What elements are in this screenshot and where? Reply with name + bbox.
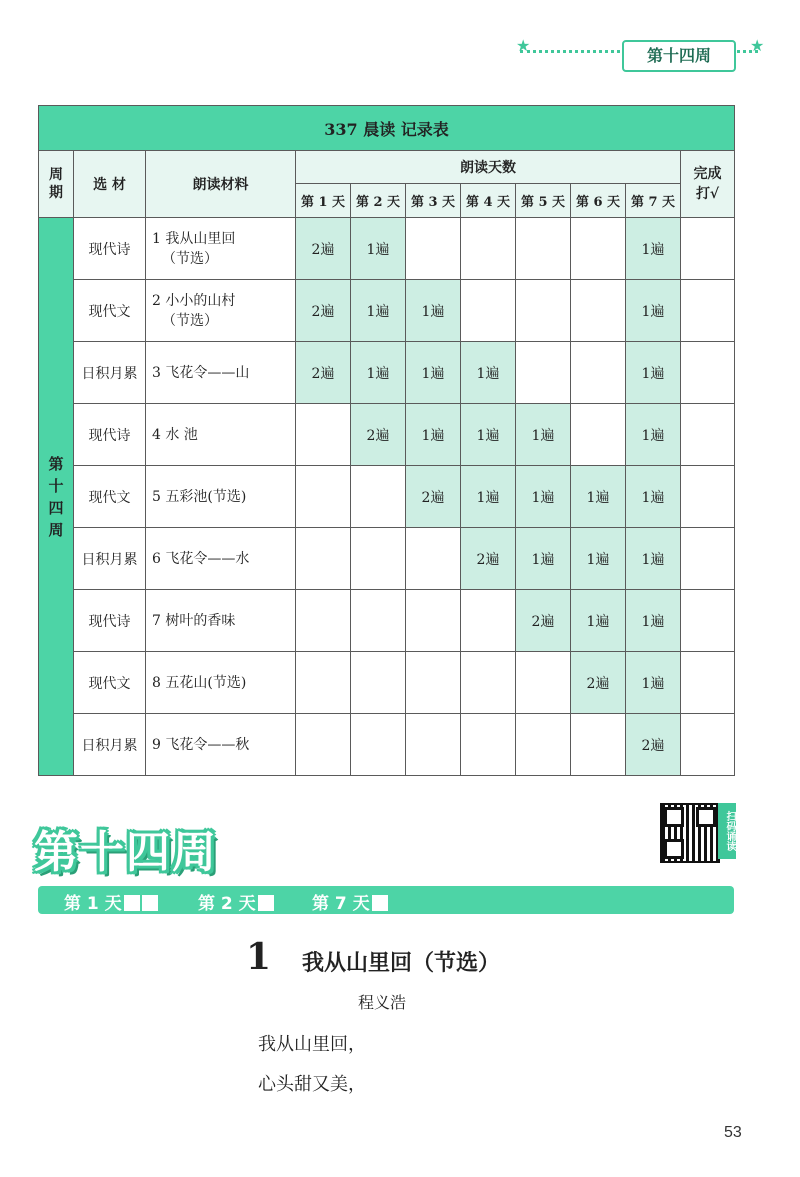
done-check-cell[interactable] [681,404,735,466]
done-check-cell[interactable] [681,590,735,652]
day-cell [351,590,406,652]
day-cell [461,652,516,714]
day-header-5: 第 5 天 [516,184,571,218]
day-cell: 2遍 [571,652,626,714]
table-row [39,652,735,714]
day-mark-7 [312,889,388,914]
category-cell: 日积月累 [74,528,146,590]
table-row [39,528,735,590]
day-cell [296,652,351,714]
done-check-cell[interactable] [681,714,735,776]
day-mark-label: 第 1 天 [64,894,122,914]
material-cell: 9 飞花令——秋 [146,714,296,776]
day-cell: 1遍 [626,404,681,466]
day-cell [406,590,461,652]
col-material-header: 朗读材料 [146,151,296,218]
material-cell: 5 五彩池(节选) [146,466,296,528]
day-cell: 1遍 [571,590,626,652]
day-cell [571,404,626,466]
day-cell: 1遍 [351,342,406,404]
category-cell: 日积月累 [74,714,146,776]
day-cell [461,714,516,776]
day-cell: 2遍 [626,714,681,776]
material-cell: 3 飞花令——山 [146,342,296,404]
section-title: 第十四周 [34,827,218,878]
table-row [39,404,735,466]
day-cell: 1遍 [406,404,461,466]
day-cell: 1遍 [516,404,571,466]
page-number: 53 [724,1124,742,1141]
done-check-cell[interactable] [681,342,735,404]
checkbox-icon [124,895,140,911]
qr-label: 扫码诵读 [718,803,736,859]
table-row [39,466,735,528]
day-cell [516,280,571,342]
day-cell: 1遍 [516,528,571,590]
day-cell [516,218,571,280]
material-cell: 1 我从山里回 （节选） [146,218,296,280]
star-icon: ★ [750,36,765,55]
day-header-2: 第 2 天 [351,184,406,218]
material-cell: 4 水 池 [146,404,296,466]
day-cell [571,280,626,342]
day-cell [516,342,571,404]
material-cell: 2 小小的山村 （节选） [146,280,296,342]
day-mark-2 [198,889,274,914]
day-cell: 2遍 [406,466,461,528]
day-cell [571,218,626,280]
star-icon: ★ [516,36,531,55]
day-cell [406,714,461,776]
poem-author: 程义浩 [358,993,407,1012]
day-cell: 1遍 [571,528,626,590]
day-cell: 2遍 [461,528,516,590]
day-cell: 1遍 [461,342,516,404]
day-cell [351,714,406,776]
category-cell: 现代文 [74,652,146,714]
material-cell: 8 五花山(节选) [146,652,296,714]
table-row [39,714,735,776]
done-check-cell[interactable] [681,652,735,714]
day-cell: 1遍 [626,652,681,714]
day-cell [296,466,351,528]
day-cell [461,218,516,280]
day-cell: 1遍 [461,404,516,466]
day-cell: 1遍 [626,590,681,652]
qr-code-icon[interactable] [660,803,720,863]
done-check-cell[interactable] [681,218,735,280]
done-check-cell[interactable] [681,280,735,342]
day-cell [461,280,516,342]
day-header-1: 第 1 天 [296,184,351,218]
category-cell: 现代诗 [74,590,146,652]
day-cell [351,466,406,528]
day-cell: 2遍 [296,280,351,342]
col-period-header: 周期 [39,151,74,218]
table-row [39,280,735,342]
category-cell: 现代文 [74,280,146,342]
week-tag-label: 第十四周 [622,40,736,72]
poem-number: 1 [246,936,272,978]
day-cell [516,714,571,776]
day-cell [406,528,461,590]
day-cell: 1遍 [406,342,461,404]
day-cell [296,528,351,590]
day-mark-bar [38,886,734,914]
day-cell: 2遍 [351,404,406,466]
done-check-cell[interactable] [681,528,735,590]
day-mark-label: 第 2 天 [198,894,256,914]
table-row [39,590,735,652]
category-cell: 现代诗 [74,404,146,466]
day-cell [351,528,406,590]
day-cell [296,714,351,776]
day-header-4: 第 4 天 [461,184,516,218]
reading-record-table [38,105,735,776]
day-cell: 2遍 [516,590,571,652]
day-cell: 1遍 [626,342,681,404]
day-cell [296,404,351,466]
done-check-cell[interactable] [681,466,735,528]
day-cell: 1遍 [626,466,681,528]
week-tag [516,36,790,70]
category-cell: 日积月累 [74,342,146,404]
day-cell [351,652,406,714]
table-title: 337 晨读 记录表 [39,106,735,151]
checkbox-icon [372,895,388,911]
table-row [39,342,735,404]
table-row [39,218,735,280]
checkbox-icon [258,895,274,911]
poem-line: 心头甜又美， [258,1074,366,1095]
day-cell: 2遍 [296,218,351,280]
day-cell: 1遍 [351,280,406,342]
day-header-7: 第 7 天 [626,184,681,218]
day-header-3: 第 3 天 [406,184,461,218]
category-cell: 现代诗 [74,218,146,280]
day-header-6: 第 6 天 [571,184,626,218]
day-cell: 1遍 [461,466,516,528]
day-cell: 1遍 [626,528,681,590]
day-cell [461,590,516,652]
week-label: 第 十 四 周 [39,218,74,776]
day-cell [516,652,571,714]
day-cell: 1遍 [351,218,406,280]
day-cell: 1遍 [626,218,681,280]
day-cell [406,652,461,714]
poem-line: 我从山里回， [258,1034,366,1055]
day-cell [406,218,461,280]
day-cell [571,714,626,776]
day-mark-label: 第 7 天 [312,894,370,914]
day-cell: 1遍 [406,280,461,342]
category-cell: 现代文 [74,466,146,528]
material-cell: 6 飞花令——水 [146,528,296,590]
day-mark-1 [64,889,158,914]
day-cell: 1遍 [571,466,626,528]
poem-title: 我从山里回（节选） [302,951,501,976]
checkbox-icon [142,895,158,911]
day-cell: 1遍 [516,466,571,528]
day-cell: 1遍 [626,280,681,342]
col-category-header: 选 材 [74,151,146,218]
day-cell [296,590,351,652]
material-cell: 7 树叶的香味 [146,590,296,652]
col-days-group-header: 朗读天数 [296,151,681,184]
col-done-header: 完成打√ [681,151,735,218]
day-cell: 2遍 [296,342,351,404]
day-cell [571,342,626,404]
